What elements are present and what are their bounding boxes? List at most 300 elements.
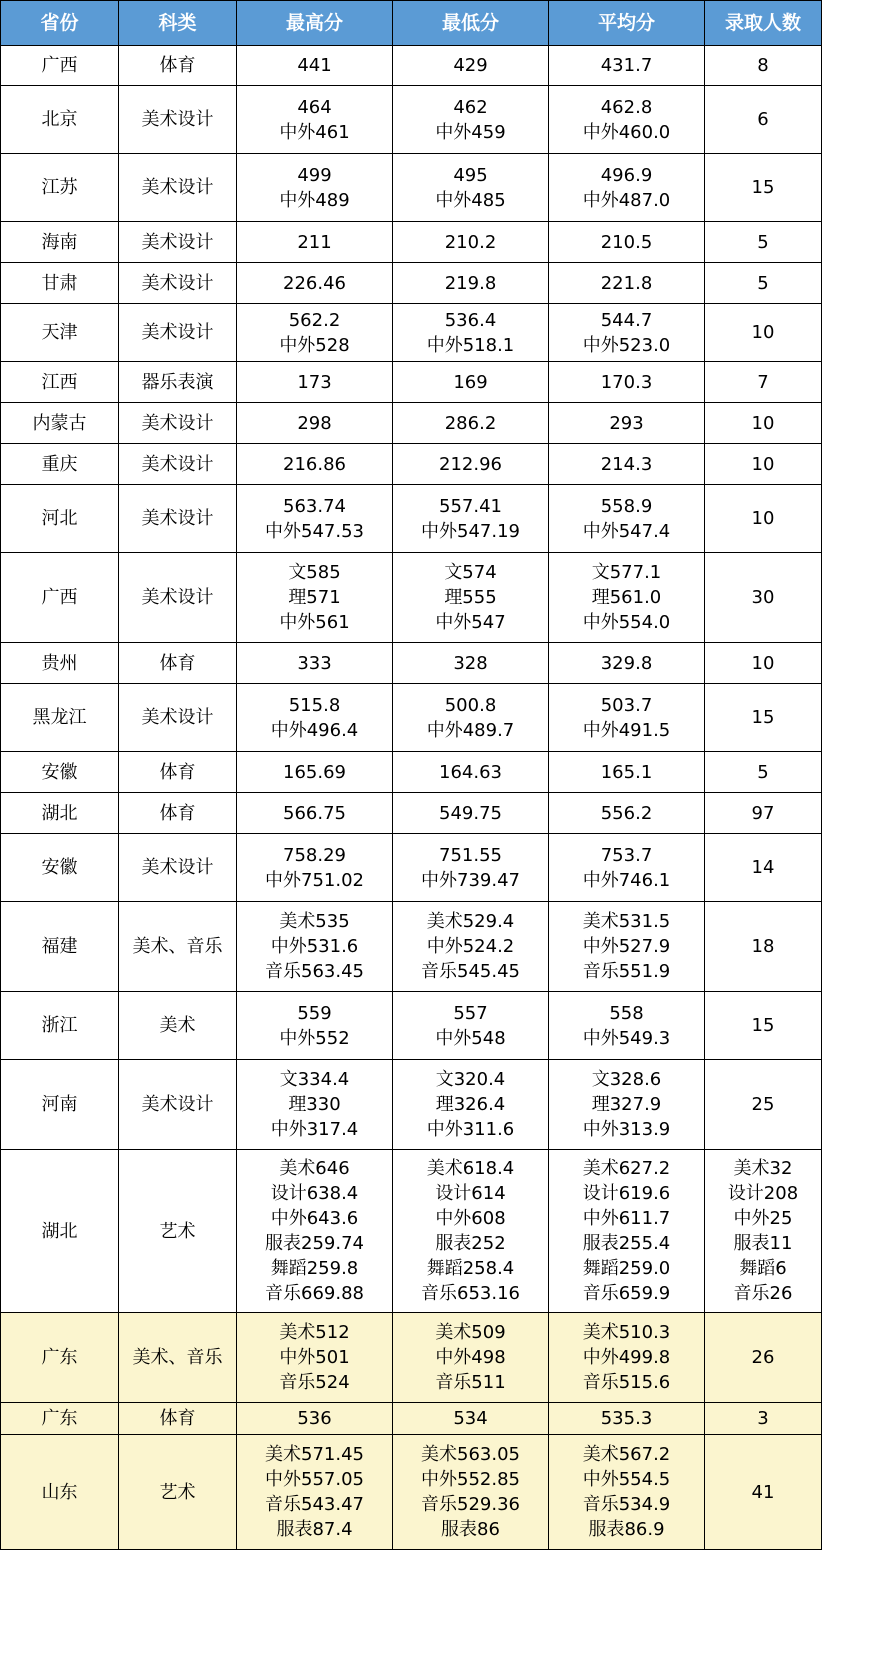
cell-line: 音乐669.88 [265, 1283, 364, 1304]
cell-line: 舞蹈6 [739, 1258, 787, 1279]
cell-line: 中外643.6 [270, 1208, 359, 1229]
cell-province [1, 304, 119, 362]
cell-line: 美术32 [733, 1158, 793, 1179]
cell-category [119, 362, 237, 403]
cell-avg-score [549, 1313, 705, 1403]
cell-line: 音乐511 [435, 1372, 506, 1393]
cell-province [1, 1060, 119, 1150]
table-row [1, 684, 822, 752]
cell-line: 534 [453, 1408, 488, 1429]
cell-line: 中外751.02 [265, 869, 364, 891]
cell-line: 566.75 [283, 802, 346, 824]
cell-line: 美术设计 [141, 322, 214, 343]
cell-line: 558 [609, 1002, 644, 1024]
header-avg-score: 平均分 [549, 1, 705, 46]
cell-line: 湖北 [41, 1220, 78, 1242]
cell-min-score [393, 86, 549, 154]
cell-line: 海南 [41, 231, 78, 253]
cell-line: 中外552 [279, 1027, 350, 1049]
cell-avg-score [549, 902, 705, 992]
cell-line: 10 [751, 652, 775, 674]
cell-max-score [237, 1435, 393, 1550]
cell-avg-score [549, 643, 705, 684]
cell-line: 中外489.7 [426, 719, 515, 741]
cell-category [119, 752, 237, 793]
cell-line: 503.7 [600, 694, 653, 716]
cell-line: 中外527.9 [582, 936, 671, 957]
cell-line: 563.74 [283, 495, 346, 517]
cell-line: 设计638.4 [270, 1183, 359, 1204]
cell-province [1, 222, 119, 263]
cell-line: 音乐524 [279, 1372, 350, 1393]
cell-max-score [237, 154, 393, 222]
cell-max-score [237, 444, 393, 485]
cell-line: 558.9 [600, 495, 653, 517]
cell-line: 艺术 [159, 1220, 196, 1242]
cell-line: 中外528 [279, 334, 350, 356]
cell-avg-score [549, 154, 705, 222]
cell-min-score [393, 46, 549, 86]
header-admitted-count: 录取人数 [705, 1, 822, 46]
cell-line: 美术535 [279, 911, 350, 932]
cell-admitted-count [705, 485, 822, 553]
cell-line: 美术设计 [141, 587, 214, 608]
cell-line: 体育 [159, 652, 196, 674]
cell-min-score [393, 684, 549, 752]
cell-admitted-count [705, 752, 822, 793]
cell-line: 文320.4 [435, 1069, 506, 1090]
cell-line: 210.5 [600, 231, 653, 253]
table-row [1, 992, 822, 1060]
cell-max-score [237, 86, 393, 154]
cell-line: 169 [453, 371, 488, 393]
cell-line: 理327.9 [591, 1094, 662, 1115]
cell-line: 中外554.0 [582, 612, 671, 633]
table-row [1, 1403, 822, 1435]
cell-line: 544.7 [600, 309, 653, 331]
cell-province [1, 643, 119, 684]
cell-line: 441 [297, 55, 332, 76]
cell-admitted-count [705, 992, 822, 1060]
cell-province [1, 263, 119, 304]
cell-min-score [393, 304, 549, 362]
cell-min-score [393, 752, 549, 793]
cell-line: 理571 [288, 587, 341, 608]
cell-line: 设计208 [727, 1183, 799, 1204]
cell-line: 文585 [288, 562, 341, 583]
cell-min-score [393, 1060, 549, 1150]
table-row [1, 1060, 822, 1150]
cell-line: 山东 [41, 1481, 78, 1503]
cell-line: 中外491.5 [582, 719, 671, 741]
cell-category [119, 834, 237, 902]
cell-max-score [237, 263, 393, 304]
cell-line: 496.9 [600, 164, 653, 186]
cell-admitted-count [705, 263, 822, 304]
cell-line: 中外739.47 [421, 869, 520, 891]
cell-line: 音乐659.9 [582, 1283, 671, 1304]
cell-admitted-count [705, 902, 822, 992]
cell-line: 美术 [159, 1015, 196, 1036]
cell-line: 美术设计 [141, 272, 214, 294]
cell-min-score [393, 902, 549, 992]
cell-admitted-count [705, 834, 822, 902]
cell-line: 中外548 [435, 1027, 506, 1049]
cell-line: 758.29 [283, 844, 346, 866]
cell-line: 30 [751, 587, 775, 608]
cell-avg-score [549, 1060, 705, 1150]
cell-line: 江苏 [41, 177, 78, 198]
cell-line: 462 [453, 96, 488, 118]
cell-line: 535.3 [600, 1408, 653, 1429]
cell-province [1, 1403, 119, 1435]
cell-line: 中外498 [435, 1347, 506, 1368]
cell-line: 音乐529.36 [421, 1494, 520, 1515]
cell-line: 333 [297, 652, 332, 674]
cell-avg-score [549, 684, 705, 752]
cell-line: 中外496.4 [270, 719, 359, 741]
cell-line: 226.46 [283, 272, 346, 294]
table-row [1, 154, 822, 222]
cell-line: 462.8 [600, 96, 653, 118]
cell-line: 福建 [41, 936, 78, 957]
cell-line: 556.2 [600, 802, 653, 824]
cell-max-score [237, 46, 393, 86]
cell-max-score [237, 485, 393, 553]
cell-line: 329.8 [600, 652, 653, 674]
cell-category [119, 222, 237, 263]
cell-min-score [393, 643, 549, 684]
cell-line: 173 [297, 371, 332, 393]
cell-admitted-count [705, 1435, 822, 1550]
cell-line: 中外554.5 [582, 1469, 671, 1490]
cell-line: 41 [751, 1481, 775, 1503]
cell-admitted-count [705, 304, 822, 362]
cell-admitted-count [705, 444, 822, 485]
table-row [1, 86, 822, 154]
cell-category [119, 403, 237, 444]
cell-line: 5 [757, 272, 769, 294]
cell-avg-score [549, 793, 705, 834]
header-max-score: 最高分 [237, 1, 393, 46]
cell-line: 286.2 [444, 412, 497, 434]
cell-line: 服表87.4 [276, 1519, 353, 1540]
cell-line: 495 [453, 164, 488, 186]
cell-province [1, 834, 119, 902]
table-row [1, 1435, 822, 1550]
cell-avg-score [549, 46, 705, 86]
cell-min-score [393, 834, 549, 902]
cell-line: 音乐515.6 [582, 1372, 671, 1393]
cell-line: 500.8 [444, 694, 497, 716]
cell-max-score [237, 1060, 393, 1150]
cell-admitted-count [705, 1403, 822, 1435]
cell-category [119, 1060, 237, 1150]
cell-line: 美术512 [279, 1322, 350, 1343]
cell-line: 中外531.6 [270, 936, 359, 957]
cell-province [1, 902, 119, 992]
cell-province [1, 684, 119, 752]
cell-line: 中外547.19 [421, 520, 520, 542]
cell-line: 549.75 [439, 802, 502, 824]
cell-avg-score [549, 362, 705, 403]
cell-province [1, 444, 119, 485]
cell-line: 中外313.9 [582, 1119, 671, 1140]
cell-min-score [393, 403, 549, 444]
cell-line: 音乐543.47 [265, 1494, 364, 1515]
cell-line: 音乐26 [733, 1283, 793, 1304]
cell-line: 服表11 [733, 1233, 793, 1254]
cell-line: 贵州 [41, 652, 78, 674]
cell-line: 中外317.4 [270, 1119, 359, 1140]
cell-line: 中外499.8 [582, 1347, 671, 1368]
cell-line: 中外25 [733, 1208, 793, 1229]
cell-max-score [237, 834, 393, 902]
cell-line: 甘肃 [41, 272, 78, 294]
cell-line: 164.63 [439, 761, 502, 783]
cell-line: 舞蹈258.4 [426, 1258, 515, 1279]
cell-max-score [237, 752, 393, 793]
cell-admitted-count [705, 553, 822, 643]
cell-line: 429 [453, 55, 488, 76]
cell-min-score [393, 1403, 549, 1435]
cell-line: 服表255.4 [582, 1233, 671, 1254]
cell-line: 服表86 [441, 1519, 500, 1540]
cell-line: 美术、音乐 [132, 1347, 223, 1368]
cell-line: 中外561 [279, 612, 350, 633]
cell-avg-score [549, 752, 705, 793]
cell-category [119, 485, 237, 553]
cell-category [119, 46, 237, 86]
cell-category [119, 1403, 237, 1435]
cell-avg-score [549, 304, 705, 362]
cell-line: 服表86.9 [588, 1519, 665, 1540]
cell-max-score [237, 222, 393, 263]
cell-line: 安徽 [41, 857, 78, 878]
table-row [1, 485, 822, 553]
cell-avg-score [549, 263, 705, 304]
cell-line: 广西 [41, 587, 78, 608]
cell-line: 165.69 [283, 761, 346, 783]
cell-line: 美术627.2 [582, 1158, 671, 1179]
cell-min-score [393, 1435, 549, 1550]
cell-line: 293 [609, 412, 644, 434]
cell-line: 536.4 [444, 309, 497, 331]
cell-line: 328 [453, 652, 488, 674]
header-min-score: 最低分 [393, 1, 549, 46]
cell-max-score [237, 362, 393, 403]
cell-line: 中外518.1 [426, 334, 515, 356]
cell-line: 26 [751, 1347, 775, 1368]
cell-line: 河南 [41, 1094, 78, 1115]
cell-line: 中外485 [435, 189, 506, 211]
cell-max-score [237, 1150, 393, 1313]
cell-line: 音乐551.9 [582, 961, 671, 982]
cell-category [119, 304, 237, 362]
cell-line: 音乐653.16 [421, 1283, 520, 1304]
cell-line: 431.7 [600, 55, 653, 76]
cell-avg-score [549, 992, 705, 1060]
cell-category [119, 1150, 237, 1313]
table-row [1, 752, 822, 793]
cell-line: 中外523.0 [582, 334, 671, 356]
cell-line: 7 [757, 371, 769, 393]
cell-province [1, 992, 119, 1060]
cell-line: 515.8 [288, 694, 341, 716]
cell-line: 文328.6 [591, 1069, 662, 1090]
cell-line: 214.3 [600, 453, 653, 475]
cell-category [119, 263, 237, 304]
cell-line: 理326.4 [435, 1094, 506, 1115]
table-row [1, 362, 822, 403]
cell-min-score [393, 553, 549, 643]
table-row [1, 222, 822, 263]
cell-admitted-count [705, 46, 822, 86]
cell-line: 97 [751, 802, 775, 824]
cell-line: 中外557.05 [265, 1469, 364, 1490]
cell-category [119, 684, 237, 752]
cell-line: 14 [751, 857, 775, 878]
cell-min-score [393, 992, 549, 1060]
cell-line: 753.7 [600, 844, 653, 866]
cell-admitted-count [705, 403, 822, 444]
table-row [1, 444, 822, 485]
cell-line: 浙江 [41, 1015, 78, 1036]
cell-line: 安徽 [41, 761, 78, 783]
cell-line: 中外460.0 [582, 121, 671, 143]
cell-province [1, 46, 119, 86]
cell-line: 中外459 [435, 121, 506, 143]
cell-admitted-count [705, 684, 822, 752]
cell-line: 美术510.3 [582, 1322, 671, 1343]
cell-line: 751.55 [439, 844, 502, 866]
table-row [1, 46, 822, 86]
cell-line: 美术567.2 [582, 1444, 671, 1465]
cell-min-score [393, 154, 549, 222]
cell-province [1, 1313, 119, 1403]
cell-line: 湖北 [41, 802, 78, 824]
cell-line: 文577.1 [591, 562, 662, 583]
cell-line: 165.1 [600, 761, 653, 783]
cell-min-score [393, 793, 549, 834]
cell-line: 25 [751, 1094, 775, 1115]
cell-line: 北京 [41, 109, 78, 130]
cell-category [119, 1313, 237, 1403]
cell-line: 黑龙江 [32, 707, 87, 728]
cell-category [119, 154, 237, 222]
cell-admitted-count [705, 362, 822, 403]
table-row [1, 263, 822, 304]
cell-avg-score [549, 1150, 705, 1313]
table-row [1, 304, 822, 362]
cell-avg-score [549, 403, 705, 444]
table-row [1, 403, 822, 444]
cell-line: 10 [751, 412, 775, 434]
cell-avg-score [549, 222, 705, 263]
cell-line: 10 [751, 322, 775, 343]
cell-line: 美术571.45 [265, 1444, 364, 1465]
cell-line: 464 [297, 96, 332, 118]
cell-province [1, 793, 119, 834]
cell-line: 10 [751, 508, 775, 529]
cell-line: 15 [751, 177, 775, 198]
cell-line: 中外461 [279, 121, 350, 143]
cell-line: 设计619.6 [582, 1183, 671, 1204]
cell-line: 15 [751, 707, 775, 728]
cell-line: 设计614 [435, 1183, 506, 1204]
cell-line: 美术设计 [141, 1094, 214, 1115]
table-row [1, 643, 822, 684]
header-category: 科类 [119, 1, 237, 46]
cell-admitted-count [705, 154, 822, 222]
cell-line: 499 [297, 164, 332, 186]
cell-line: 18 [751, 936, 775, 957]
cell-line: 170.3 [600, 371, 653, 393]
cell-line: 5 [757, 231, 769, 253]
cell-max-score [237, 902, 393, 992]
cell-avg-score [549, 485, 705, 553]
cell-line: 内蒙古 [32, 412, 87, 434]
cell-line: 艺术 [159, 1481, 196, 1503]
cell-line: 美术设计 [141, 508, 214, 529]
cell-line: 服表252 [435, 1233, 506, 1254]
cell-category [119, 902, 237, 992]
cell-category [119, 444, 237, 485]
cell-line: 中外489 [279, 189, 350, 211]
cell-province [1, 1435, 119, 1550]
cell-line: 557.41 [439, 495, 502, 517]
cell-line: 美术618.4 [426, 1158, 515, 1179]
cell-min-score [393, 362, 549, 403]
cell-admitted-count [705, 643, 822, 684]
cell-max-score [237, 992, 393, 1060]
header-row [1, 1, 822, 46]
table-header [1, 1, 822, 46]
cell-province [1, 485, 119, 553]
cell-avg-score [549, 834, 705, 902]
table-body [1, 46, 822, 1550]
cell-line: 中外746.1 [582, 869, 671, 891]
table-row [1, 1313, 822, 1403]
cell-line: 音乐545.45 [421, 961, 520, 982]
cell-line: 美术531.5 [582, 911, 671, 932]
cell-province [1, 752, 119, 793]
cell-line: 天津 [41, 322, 78, 343]
cell-admitted-count [705, 86, 822, 154]
cell-line: 理330 [288, 1094, 341, 1115]
cell-line: 中外487.0 [582, 189, 671, 211]
cell-line: 6 [757, 109, 769, 130]
cell-category [119, 793, 237, 834]
cell-line: 15 [751, 1015, 775, 1036]
cell-line: 文334.4 [279, 1069, 350, 1090]
cell-line: 中外501 [279, 1347, 350, 1368]
cell-max-score [237, 1313, 393, 1403]
cell-line: 舞蹈259.0 [582, 1258, 671, 1279]
cell-line: 音乐534.9 [582, 1494, 671, 1515]
cell-line: 中外524.2 [426, 936, 515, 957]
cell-line: 10 [751, 453, 775, 475]
cell-min-score [393, 444, 549, 485]
cell-line: 中外608 [435, 1208, 506, 1229]
cell-province [1, 362, 119, 403]
cell-line: 219.8 [444, 272, 497, 294]
cell-line: 器乐表演 [141, 371, 214, 393]
cell-line: 美术设计 [141, 177, 214, 198]
cell-max-score [237, 643, 393, 684]
cell-line: 河北 [41, 508, 78, 529]
cell-min-score [393, 263, 549, 304]
